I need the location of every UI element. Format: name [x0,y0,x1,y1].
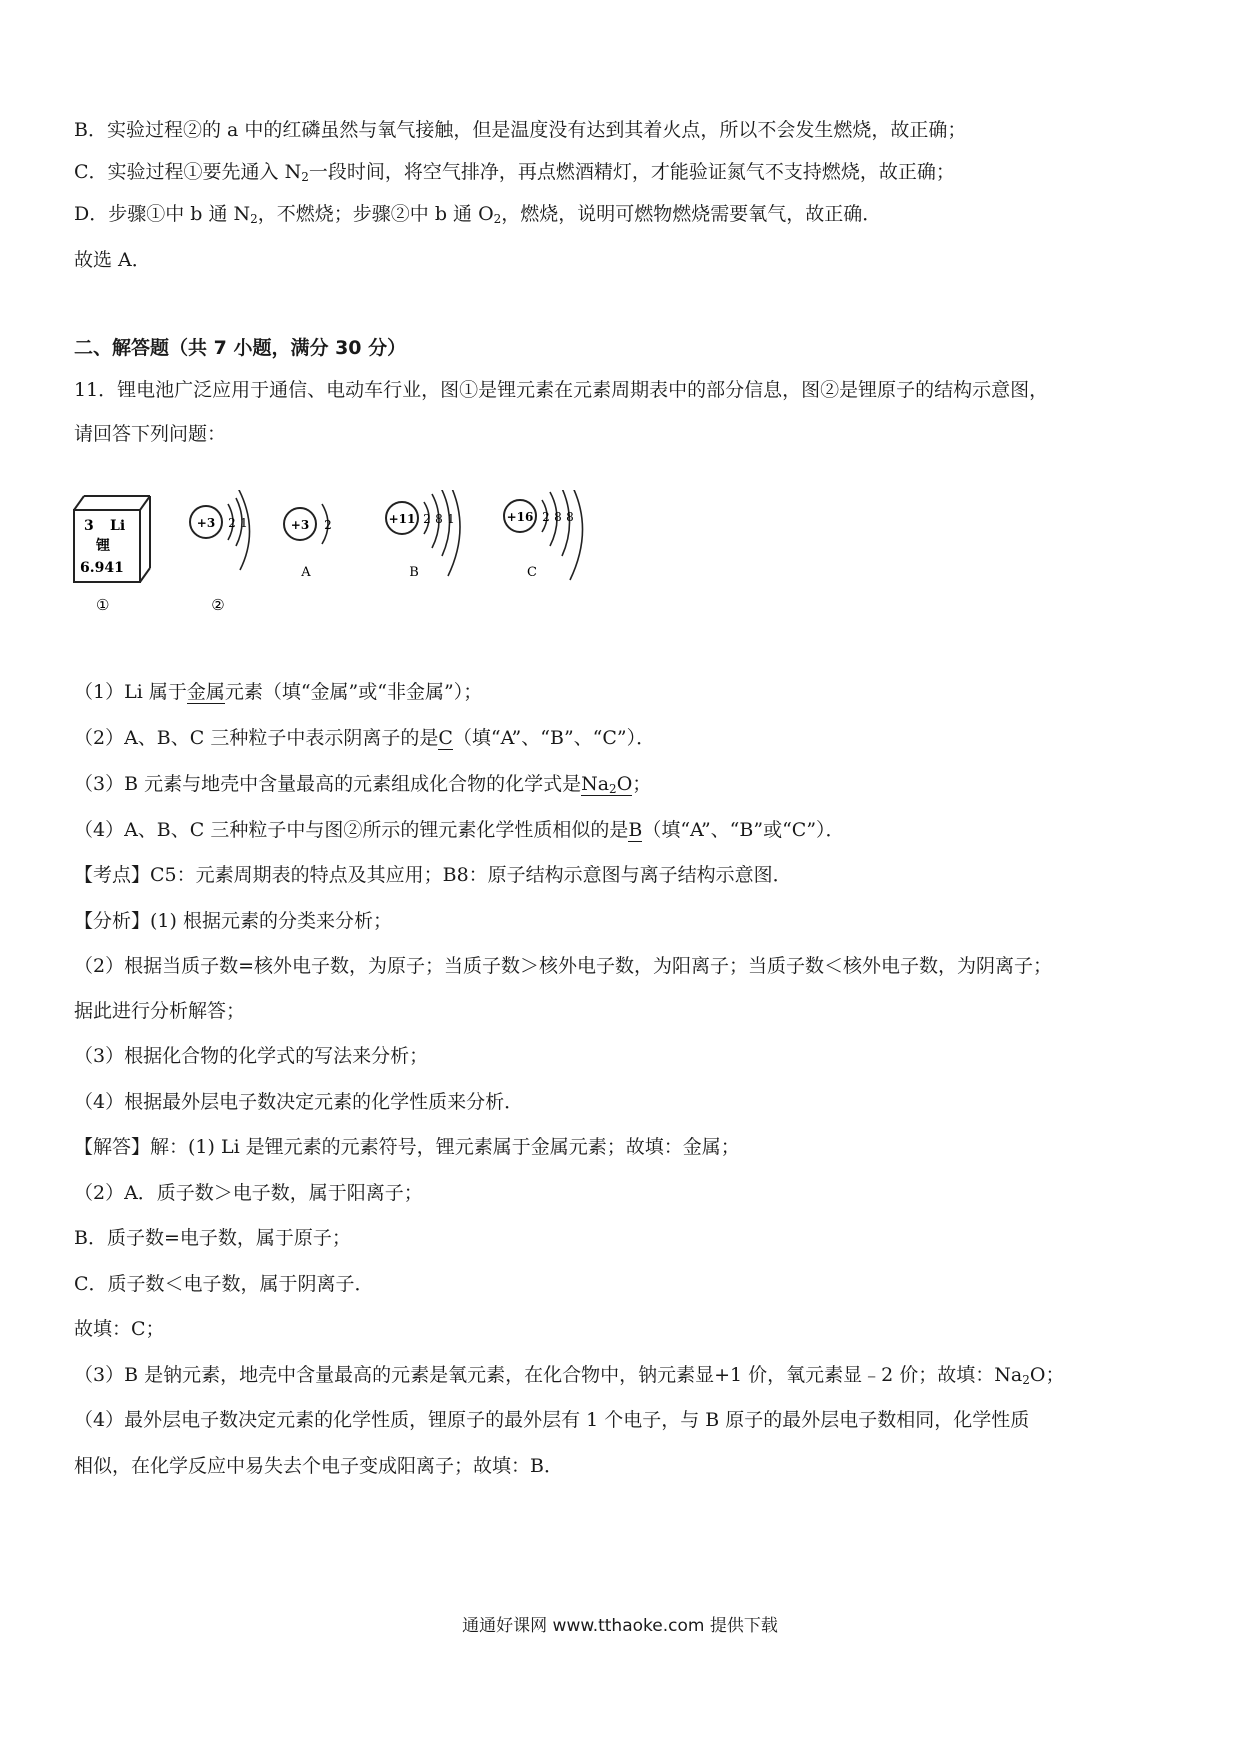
jieda-line-7: （4）最外层电子数决定元素的化学性质，锂原子的最外层有 1 个电子，与 B 原子的最外层电子数相同，化学性质 [74,1409,1030,1431]
svg-text:+3: +3 [290,518,310,532]
answer-blank-2: C [438,727,453,749]
element-symbol: Li [110,518,126,534]
answer-blank-3: $Na_2O$ [581,773,633,796]
jieda-line-8: 相似，在化学反应中易失去个电子变成阳离子；故填：B． [74,1455,563,1477]
element-cell [74,496,150,614]
fenxi-line-1: 【分析】(1) 根据元素的分类来分析； [74,910,392,932]
caption-1: ① [96,596,110,614]
jieda-line-4: C．质子数＜电子数，属于阴离子． [74,1273,374,1295]
caption-c: C [527,565,537,580]
svg-text:+3: +3 [196,516,216,530]
answer-blank-4: B [628,819,643,841]
svg-text:+16: +16 [506,510,534,524]
caption-a: A [301,565,311,580]
jieda-line-6: （3）B 是钠元素，地壳中含量最高的元素是氧元素，在化合物中，钠元素显+1 价，氧元素显﹣2 价；故填：$Na_2O$； [74,1364,1065,1387]
atom-diagram-a [284,504,332,580]
answer-blank-1: 金属 [186,681,225,703]
section-heading: 二、解答题（共 7 小题，满分 30 分） [74,337,407,359]
atom-diagram-b [386,490,460,580]
svg-text:+11: +11 [388,512,416,526]
kaodian-line: 【考点】C5：元素周期表的特点及其应用；B8：原子结构示意图与离子结构示意图． [74,864,792,886]
option-b-text: B．实验过程②的 a 中的红磷虽然与氧气接触，但是温度没有达到其着火点，所以不会发生燃烧，故正确； [74,119,967,141]
svg-text:2: 2 [228,516,236,530]
option-c-text: C．实验过程①要先通入 $N_2$一段时间，将空气排净，再点燃酒精灯，才能验证氮气不支持燃烧，故正确； [74,161,955,184]
choice-line: 故选 A． [74,249,151,271]
jieda-line-1: 【解答】解：(1) Li 是锂元素的元素符号，锂元素属于金属元素；故填：金属； [74,1136,740,1158]
q11-stem-line-2: 请回答下列问题： [74,423,227,445]
q11-stem-line-1: 11．锂电池广泛应用于通信、电动车行业，图①是锂元素在元素周期表中的部分信息，图②是锂原子的结构示意图， [74,379,1049,401]
jieda-line-5: 故填：C； [74,1318,165,1340]
svg-text:2: 2 [324,518,332,532]
fenxi-line-4: （3）根据化合物的化学式的写法来分析； [74,1045,429,1067]
svg-text:2: 2 [423,512,431,526]
q11-part-2: （2）A、B、C 三种粒子中表示阴离子的是C（填“A”、“B”、“C”）． [74,727,656,749]
option-d-text: D．步骤①中 b 通 $N_2$，不燃烧；步骤②中 b 通 $O_2$，燃烧，说明可燃物燃烧需要氧气，故正确． [74,203,882,226]
page-footer: 通通好课网 www.tthaoke.com 提供下载 [462,1616,778,1636]
caption-2: ② [211,596,225,614]
svg-text:2: 2 [542,510,550,524]
atom-diagram-2 [190,490,250,614]
fenxi-line-2: （2）根据当质子数=核外电子数，为原子；当质子数＞核外电子数，为阳离子；当质子数＜核外电子数，为阴离子； [74,955,1053,977]
fenxi-line-3: 据此进行分析解答； [74,1000,246,1022]
fenxi-line-5: （4）根据最外层电子数决定元素的化学性质来分析． [74,1091,524,1113]
svg-text:1: 1 [240,516,248,530]
atom-structure-figure [70,490,670,650]
svg-text:8: 8 [566,510,574,524]
svg-text:8: 8 [554,510,562,524]
atom-diagram-c [504,490,583,580]
element-name: 锂 [96,538,110,554]
caption-b: B [409,565,419,580]
svg-text:8: 8 [435,512,443,526]
q11-part-4: （4）A、B、C 三种粒子中与图②所示的锂元素化学性质相似的是B（填“A”、“B”或“C”）． [74,819,845,841]
atomic-number: 3 [84,518,94,534]
jieda-line-2: （2）A．质子数＞电子数，属于阳离子； [74,1182,423,1204]
atomic-mass: 6.941 [80,560,124,576]
svg-text:1: 1 [447,512,455,526]
q11-part-1: （1）Li 属于金属元素（填“金属”或“非金属”）； [74,681,483,703]
q11-part-3: （3）B 元素与地壳中含量最高的元素组成化合物的化学式是$Na_2O$； [74,773,652,796]
jieda-line-3: B．质子数=电子数，属于原子； [74,1227,351,1249]
